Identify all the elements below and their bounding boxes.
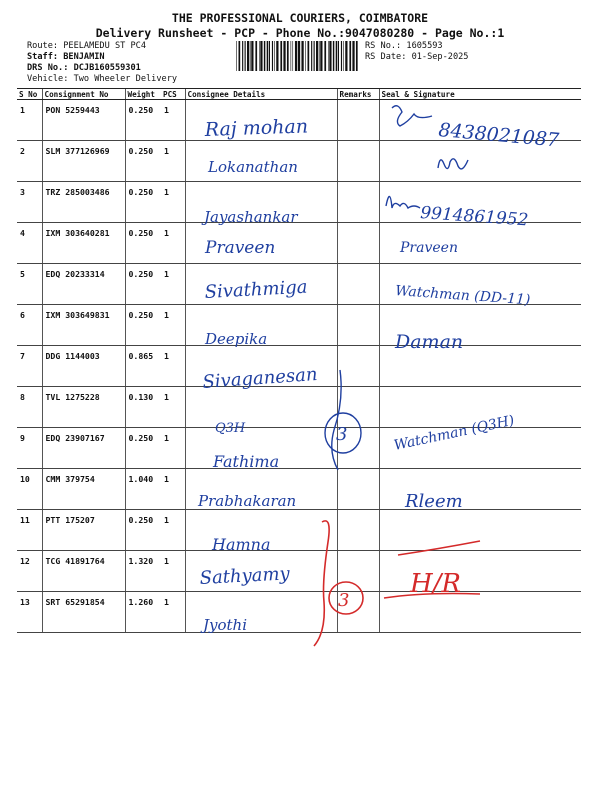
cell-remarks xyxy=(337,346,379,387)
cell-weight: 1.320 xyxy=(125,551,161,592)
col-header-signature: Seal & Signature xyxy=(379,89,581,100)
handwritten-phone-row3: 9914861952 xyxy=(419,203,529,231)
barcode-bar xyxy=(328,41,329,71)
table-header-row xyxy=(17,89,581,100)
cell-sno: 10 xyxy=(17,469,42,510)
cell-signature xyxy=(379,346,581,387)
col-header-weight: Weight xyxy=(125,89,161,100)
table-row xyxy=(17,469,581,510)
barcode-bar xyxy=(320,41,322,71)
cell-signature xyxy=(379,100,581,141)
cell-pcs: 1 xyxy=(161,100,185,141)
cell-pcs: 1 xyxy=(161,346,185,387)
barcode-bar xyxy=(292,41,293,71)
cell-sno: 3 xyxy=(17,182,42,223)
cell-weight: 0.250 xyxy=(125,141,161,182)
cell-sno: 12 xyxy=(17,551,42,592)
barcode-bar xyxy=(242,41,243,71)
barcode-bar xyxy=(338,41,339,71)
cell-weight: 0.250 xyxy=(125,428,161,469)
barcode-bar xyxy=(280,41,282,71)
barcode-bar xyxy=(283,41,285,71)
cell-pcs: 1 xyxy=(161,469,185,510)
barcode-bar xyxy=(251,41,253,71)
cell-signature xyxy=(379,305,581,346)
cell-consignment-no: PTT 175207 xyxy=(42,510,125,551)
cell-remarks xyxy=(337,510,379,551)
col-header-consignee: Consignee Details xyxy=(185,89,337,100)
cell-consignment-no: TRZ 285003486 xyxy=(42,182,125,223)
cell-consignment-no: EDQ 20233314 xyxy=(42,264,125,305)
barcode-bar xyxy=(356,41,358,71)
table-row xyxy=(17,387,581,428)
handwritten-sig-row5: Watchman (DD-11) xyxy=(394,283,531,309)
staff-label: Staff: BENJAMIN xyxy=(27,52,105,62)
cell-consignee-details xyxy=(185,182,337,223)
col-header-sno: S No xyxy=(17,89,42,100)
col-header-consignment: Consignment No xyxy=(42,89,125,100)
barcode-bar xyxy=(274,41,275,71)
handwritten-name-row7: Sivaganesan xyxy=(201,364,319,393)
barcode-bar xyxy=(319,41,320,71)
cell-signature xyxy=(379,551,581,592)
table-row xyxy=(17,100,581,141)
cell-sno: 4 xyxy=(17,223,42,264)
cell-signature xyxy=(379,223,581,264)
cell-signature xyxy=(379,387,581,428)
barcode-bar xyxy=(291,41,292,71)
handwritten-sig-row8-9: Watchman (Q3H) xyxy=(392,412,516,454)
cell-remarks xyxy=(337,182,379,223)
cell-sno: 13 xyxy=(17,592,42,633)
cell-sno: 8 xyxy=(17,387,42,428)
handwritten-name-row3: Jayashankar xyxy=(204,208,298,226)
handwritten-name-row5: Sivathmiga xyxy=(204,276,309,303)
cell-consignee-details xyxy=(185,551,337,592)
cell-consignment-no: IXM 303649831 xyxy=(42,305,125,346)
cell-pcs: 1 xyxy=(161,223,185,264)
table-row xyxy=(17,592,581,633)
handwritten-sig-row4: Praveen xyxy=(400,240,458,256)
cell-pcs: 1 xyxy=(161,305,185,346)
barcode-bar xyxy=(336,41,337,71)
cell-consignee-details xyxy=(185,469,337,510)
cell-remarks xyxy=(337,141,379,182)
handwritten-phone-row1: 8438021087 xyxy=(437,119,560,152)
barcode-bar xyxy=(267,41,268,71)
red-circle-3-label: 3 xyxy=(338,590,350,611)
table-row xyxy=(17,264,581,305)
rs-number: RS No.: 1605593 xyxy=(365,41,443,51)
cell-sno: 6 xyxy=(17,305,42,346)
barcode-bar xyxy=(276,41,278,71)
cell-consignee-details xyxy=(185,428,337,469)
cell-consignment-no: CMM 379754 xyxy=(42,469,125,510)
cell-consignment-no: SLM 377126969 xyxy=(42,141,125,182)
cell-signature xyxy=(379,182,581,223)
cell-weight: 0.250 xyxy=(125,510,161,551)
barcode-bar xyxy=(311,41,312,71)
barcode-bar xyxy=(259,41,260,71)
barcode-bar xyxy=(324,41,326,71)
cell-signature xyxy=(379,428,581,469)
cell-sno: 9 xyxy=(17,428,42,469)
cell-weight: 0.250 xyxy=(125,100,161,141)
cell-weight: 0.250 xyxy=(125,223,161,264)
handwritten-name-row12: Sathyamy xyxy=(199,563,291,589)
cell-consignee-details xyxy=(185,592,337,633)
cell-weight: 0.250 xyxy=(125,305,161,346)
cell-consignment-no: IXM 303640281 xyxy=(42,223,125,264)
handwritten-name-row10: Prabhakaran xyxy=(198,492,297,510)
cell-consignee-details xyxy=(185,141,337,182)
handwritten-sig-row12: H/R xyxy=(410,569,462,599)
barcode-bar xyxy=(260,41,262,71)
cell-consignment-no: TVL 1275228 xyxy=(42,387,125,428)
barcode-bar xyxy=(349,41,351,71)
circle-3-label: 3 xyxy=(336,424,348,445)
barcode-bar xyxy=(301,41,303,71)
cell-sno: 11 xyxy=(17,510,42,551)
barcode-bar xyxy=(345,41,347,71)
cell-consignee-details xyxy=(185,305,337,346)
cell-weight: 1.260 xyxy=(125,592,161,633)
runsheet-table xyxy=(17,88,581,633)
cell-remarks xyxy=(337,551,379,592)
barcode-bar xyxy=(239,41,241,71)
cell-consignee-details xyxy=(185,223,337,264)
cell-pcs: 1 xyxy=(161,264,185,305)
cell-consignee-details xyxy=(185,387,337,428)
vehicle-label: Vehicle: Two Wheeler Delivery xyxy=(27,74,178,84)
cell-weight: 1.040 xyxy=(125,469,161,510)
cell-pcs: 1 xyxy=(161,141,185,182)
barcode-icon xyxy=(236,41,360,71)
cell-signature xyxy=(379,510,581,551)
cell-consignee-details xyxy=(185,510,337,551)
drs-number: DRS No.: DCJB160559301 xyxy=(27,63,141,73)
barcode-bar xyxy=(308,41,310,71)
cell-weight: 0.250 xyxy=(125,264,161,305)
barcode-bar xyxy=(236,41,237,71)
route-label: Route: PEELAMEDU ST PC4 xyxy=(27,41,146,51)
handwritten-name-row4: Praveen xyxy=(205,238,276,258)
table-row xyxy=(17,346,581,387)
cell-consignment-no: DDG 1144003 xyxy=(42,346,125,387)
handwritten-name-row11: Hamna xyxy=(212,535,271,554)
cell-remarks xyxy=(337,305,379,346)
cell-pcs: 1 xyxy=(161,428,185,469)
barcode-bar xyxy=(245,41,246,71)
cell-pcs: 1 xyxy=(161,510,185,551)
cell-consignment-no: TCG 41891764 xyxy=(42,551,125,592)
cell-sno: 5 xyxy=(17,264,42,305)
cell-remarks xyxy=(337,100,379,141)
cell-remarks xyxy=(337,264,379,305)
table-row xyxy=(17,305,581,346)
cell-remarks xyxy=(337,592,379,633)
table-row xyxy=(17,182,581,223)
handwritten-name-row13: Jyothi xyxy=(203,616,248,634)
table-row xyxy=(17,141,581,182)
table-row xyxy=(17,223,581,264)
barcode-bar xyxy=(250,41,251,71)
handwritten-name-row8: Q3H xyxy=(215,421,246,436)
cell-weight: 0.865 xyxy=(125,346,161,387)
barcode-bar xyxy=(269,41,270,71)
barcode-bar xyxy=(255,41,257,71)
barcode-bar xyxy=(264,41,265,71)
table-row xyxy=(17,510,581,551)
barcode-bar xyxy=(335,41,336,71)
company-title: THE PROFESSIONAL COURIERS, COIMBATORE xyxy=(171,11,429,25)
barcode-bar xyxy=(272,41,273,71)
cell-consignee-details xyxy=(185,264,337,305)
barcode-bar xyxy=(333,41,334,71)
barcode-bar xyxy=(266,41,267,71)
cell-signature xyxy=(379,264,581,305)
cell-signature xyxy=(379,592,581,633)
cell-consignee-details xyxy=(185,346,337,387)
cell-pcs: 1 xyxy=(161,592,185,633)
col-header-pcs: PCS xyxy=(161,89,185,100)
cell-consignee-details xyxy=(185,100,337,141)
handwritten-name-row2: Lokanathan xyxy=(208,158,298,176)
barcode-bar xyxy=(343,41,344,71)
cell-signature xyxy=(379,469,581,510)
cell-weight: 0.130 xyxy=(125,387,161,428)
cell-pcs: 1 xyxy=(161,182,185,223)
barcode-bar xyxy=(305,41,306,71)
table-row xyxy=(17,551,581,592)
cell-remarks xyxy=(337,469,379,510)
barcode-bar xyxy=(314,41,315,71)
cell-pcs: 1 xyxy=(161,387,185,428)
handwritten-sig-row6: Daman xyxy=(395,331,464,353)
runsheet-subtitle: Delivery Runsheet - PCP - Phone No.:9047080280 - Page No.:1 xyxy=(95,26,505,40)
cell-sno: 1 xyxy=(17,100,42,141)
cell-remarks xyxy=(337,223,379,264)
table-row xyxy=(17,428,581,469)
cell-consignment-no: SRT 65291854 xyxy=(42,592,125,633)
cell-consignment-no: EDQ 23907167 xyxy=(42,428,125,469)
handwritten-name-row6: Deepika xyxy=(205,330,268,348)
barcode-bar xyxy=(316,41,318,71)
barcode-bar xyxy=(287,41,289,71)
col-header-remarks: Remarks xyxy=(337,89,379,100)
cell-pcs: 1 xyxy=(161,551,185,592)
cell-remarks xyxy=(337,387,379,428)
handwritten-name-row9: Fathima xyxy=(213,452,280,471)
barcode-bar xyxy=(329,41,331,71)
rs-date: RS Date: 01-Sep-2025 xyxy=(365,52,469,62)
handwritten-name-row1: Raj mohan xyxy=(204,115,309,141)
barcode-bar xyxy=(341,41,342,71)
barcode-bar xyxy=(352,41,354,71)
handwritten-sig-row10: Rleem xyxy=(405,491,463,512)
cell-sno: 7 xyxy=(17,346,42,387)
cell-sno: 2 xyxy=(17,141,42,182)
barcode-bar xyxy=(295,41,297,71)
cell-weight: 0.250 xyxy=(125,182,161,223)
cell-remarks xyxy=(337,428,379,469)
cell-signature xyxy=(379,141,581,182)
barcode-bar xyxy=(247,41,249,71)
cell-consignment-no: PON 5259443 xyxy=(42,100,125,141)
barcode-bar xyxy=(298,41,300,71)
